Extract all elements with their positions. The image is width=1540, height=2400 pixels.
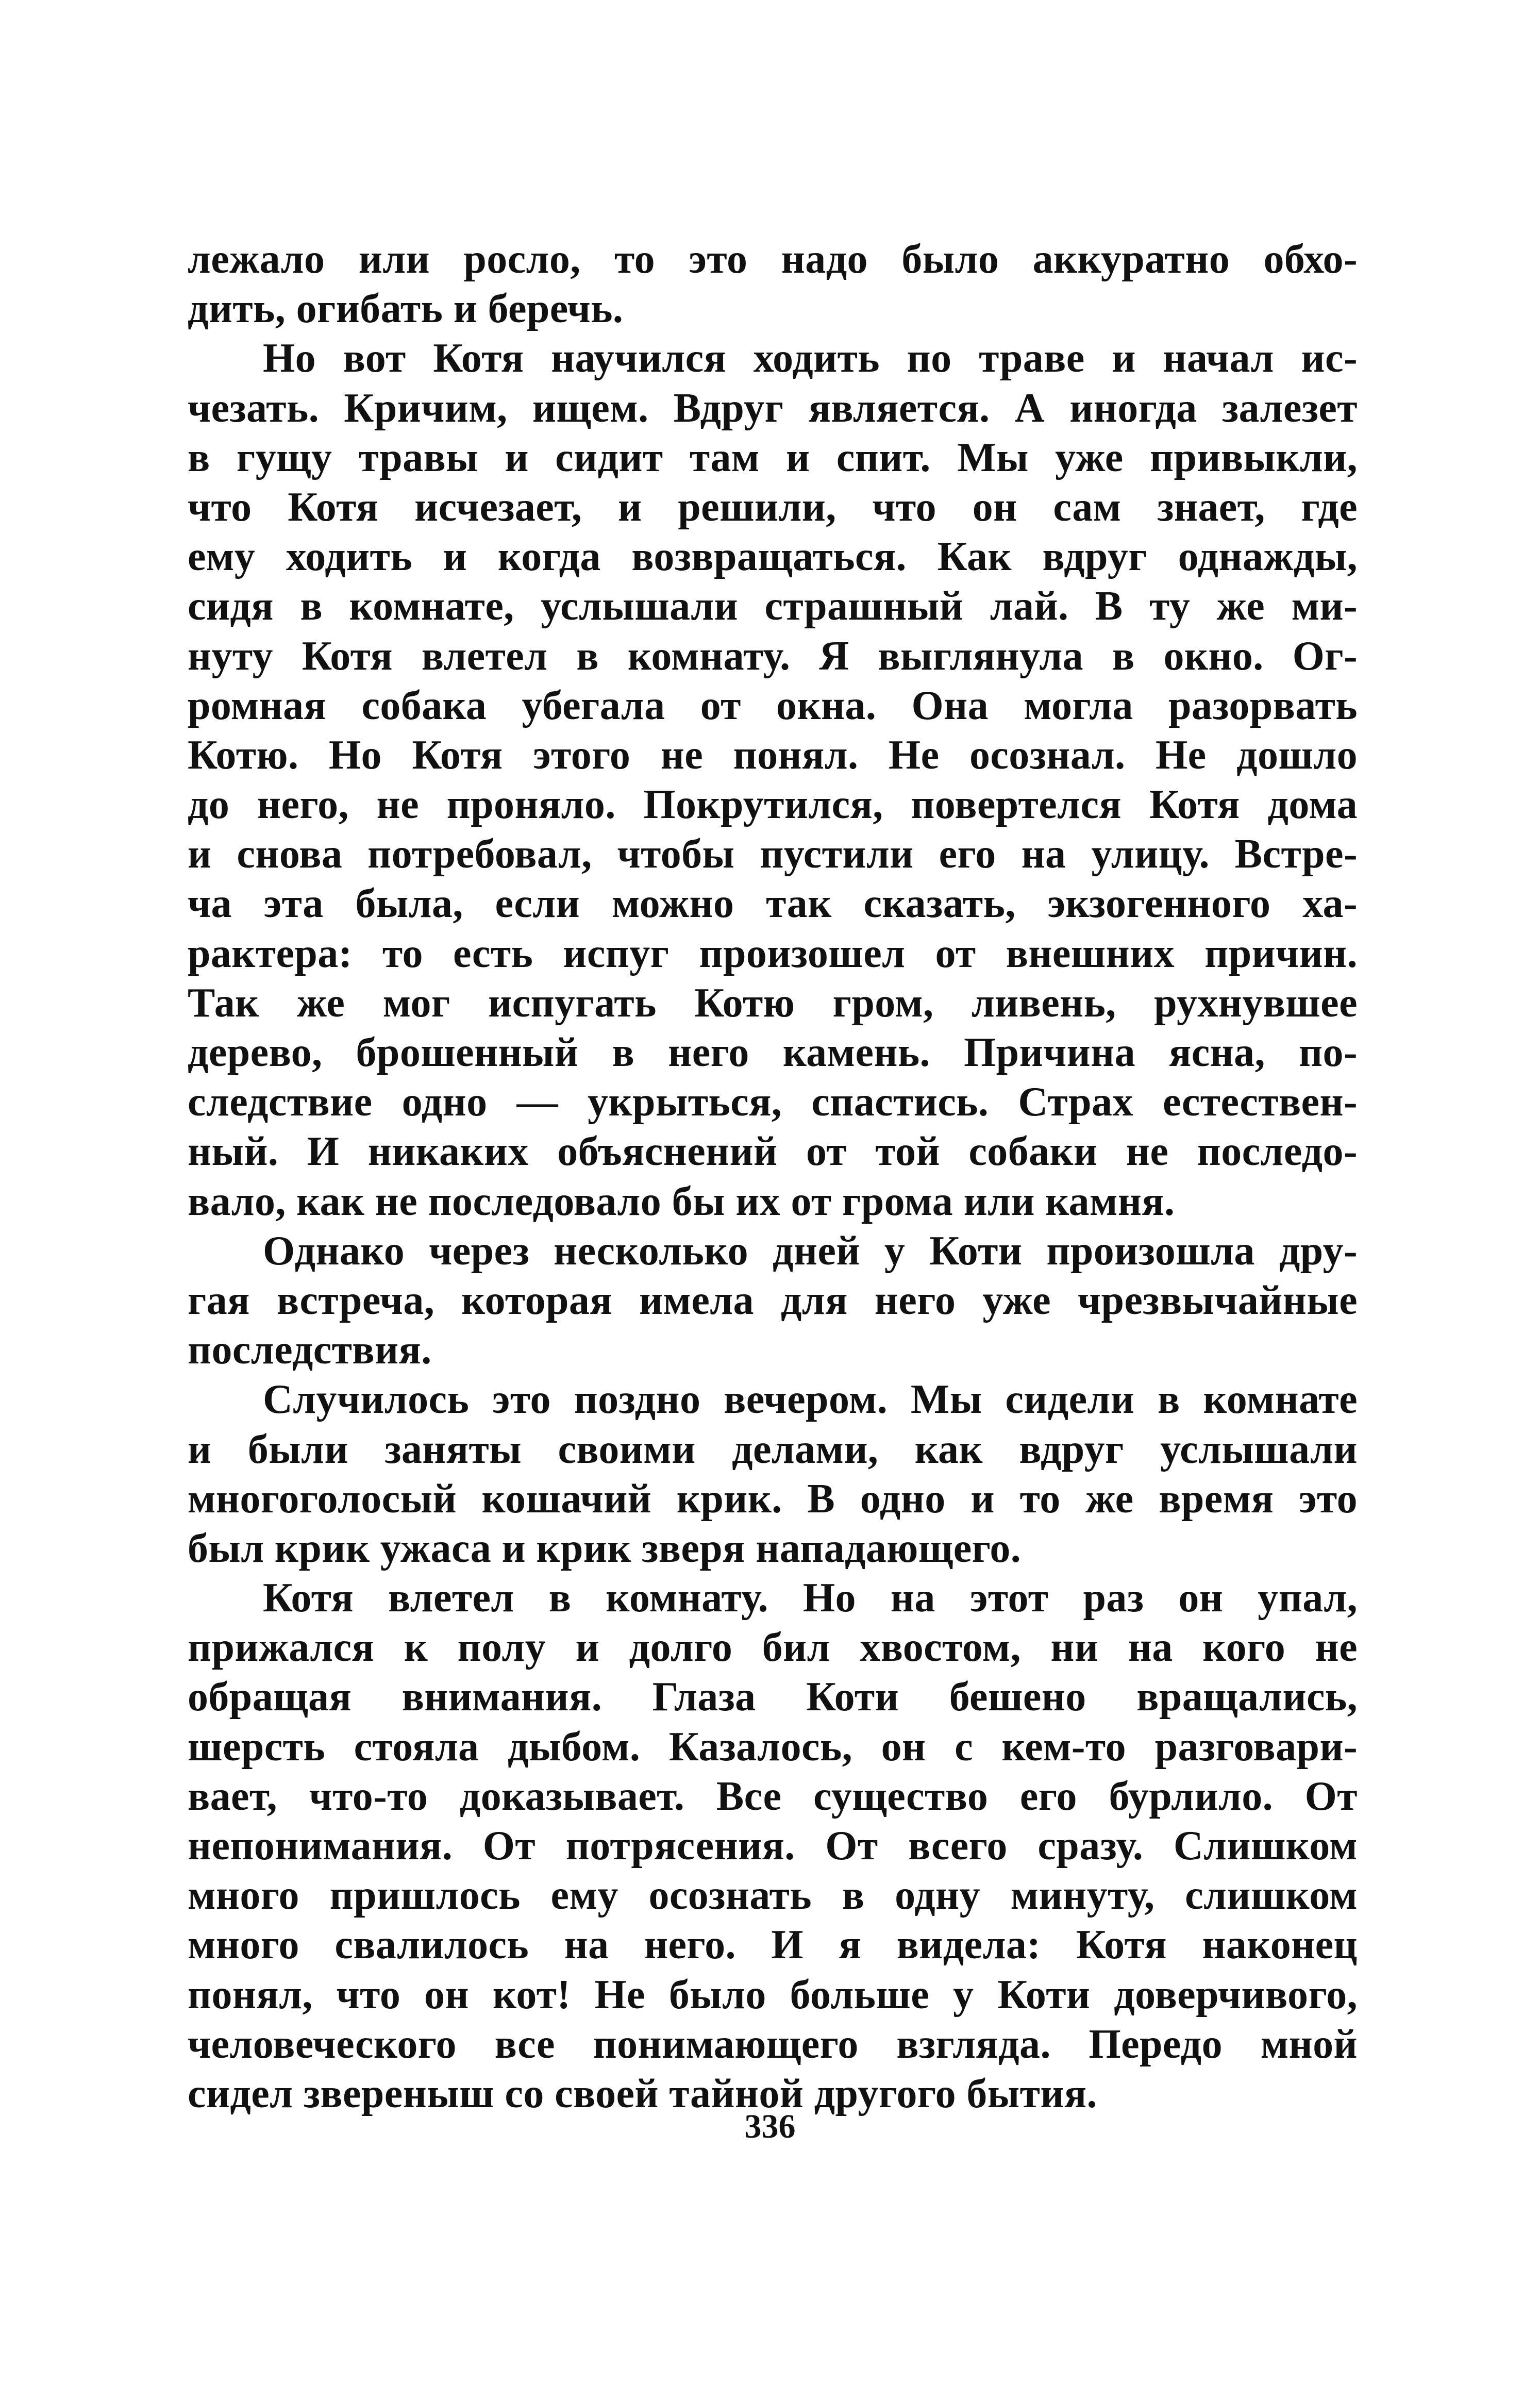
text-line: нуту Котя влетел в комнату. Я выглянула в окно. Ог- (188, 633, 1358, 679)
text-line: последствия. (188, 1327, 432, 1373)
text-line: ему ходить и когда возвращаться. Как вдруг однажды, (188, 534, 1358, 580)
text-line: Котю. Но Котя этого не понял. Не осознал. Не дошло (188, 732, 1358, 778)
text-line: рактера: то есть испуг произошел от внешних причин. (188, 930, 1358, 976)
text-line: ный. И никаких объяснений от той собаки не последо- (188, 1129, 1358, 1175)
text-line: следствие одно — укрыться, спастись. Страх естествен- (188, 1079, 1358, 1125)
text-line: и снова потребовал, чтобы пустили его на улицу. Встре- (188, 831, 1358, 877)
text-line: лежало или росло, то это надо было аккуратно обхо- (188, 237, 1358, 282)
text-line: человеческого все понимающего взгляда. Передо мной (188, 2021, 1358, 2067)
text-line: ромная собака убегала от окна. Она могла разорвать (188, 682, 1358, 728)
body-text (188, 235, 1358, 2119)
text-line: Котя влетел в комнату. Но на этот раз он упал, (263, 1575, 1358, 1621)
text-line: в гущу травы и сидит там и спит. Мы уже привыкли, (188, 435, 1358, 480)
text-line: много свалилось на него. И я видела: Котя наконец (188, 1922, 1358, 1968)
text-line: дерево, брошенный в него камень. Причина ясна, по- (188, 1030, 1358, 1075)
text-line: много пришлось ему осознать в одну минуту, слишком (188, 1873, 1358, 1919)
text-line: дить, огибать и беречь. (188, 286, 624, 332)
text-line: непонимания. От потрясения. От всего сразу. Слишком (188, 1823, 1358, 1869)
text-line: многоголосый кошачий крик. В одно и то же время это (188, 1476, 1358, 1522)
text-line: сидел звереныш со своей тайной другого бытия. (188, 2071, 1097, 2116)
text-line: Но вот Котя научился ходить по траве и начал ис- (263, 336, 1358, 381)
page-number: 336 (744, 2108, 796, 2145)
text-line: гая встреча, которая имела для него уже чрезвычайные (188, 1277, 1358, 1323)
text-line: что Котя исчезает, и решили, что он сам знает, где (188, 484, 1358, 530)
text-line: прижался к полу и долго бил хвостом, ни на кого не (188, 1625, 1358, 1671)
text-line: Так же мог испугать Котю гром, ливень, рухнувшее (188, 980, 1358, 1026)
text-line: и были заняты своими делами, как вдруг услышали (188, 1426, 1358, 1472)
text-line: Случилось это поздно вечером. Мы сидели в комнате (263, 1377, 1358, 1423)
text-line: вало, как не последовало бы их от грома или камня. (188, 1178, 1175, 1224)
text-line: чезать. Кричим, ищем. Вдруг является. А иногда залезет (188, 385, 1358, 431)
text-line: понял, что он кот! Не было больше у Коти доверчивого, (188, 1972, 1358, 2018)
text-line: был крик ужаса и крик зверя нападающего. (188, 1525, 1022, 1571)
text-line: до него, не проняло. Покрутился, повертелся Котя дома (188, 782, 1358, 828)
text-line: обращая внимания. Глаза Коти бешено вращались, (188, 1674, 1358, 1720)
text-line: шерсть стояла дыбом. Казалось, он с кем-то разговари- (188, 1724, 1358, 1770)
text-line: Однако через несколько дней у Коти произошла дру- (263, 1228, 1358, 1274)
text-line: сидя в комнате, услышали страшный лай. В ту же ми- (188, 584, 1358, 629)
text-line: ча эта была, если можно так сказать, экзогенного ха- (188, 881, 1358, 927)
text-line: вает, что-то доказывает. Все существо его бурлило. От (188, 1773, 1358, 1819)
